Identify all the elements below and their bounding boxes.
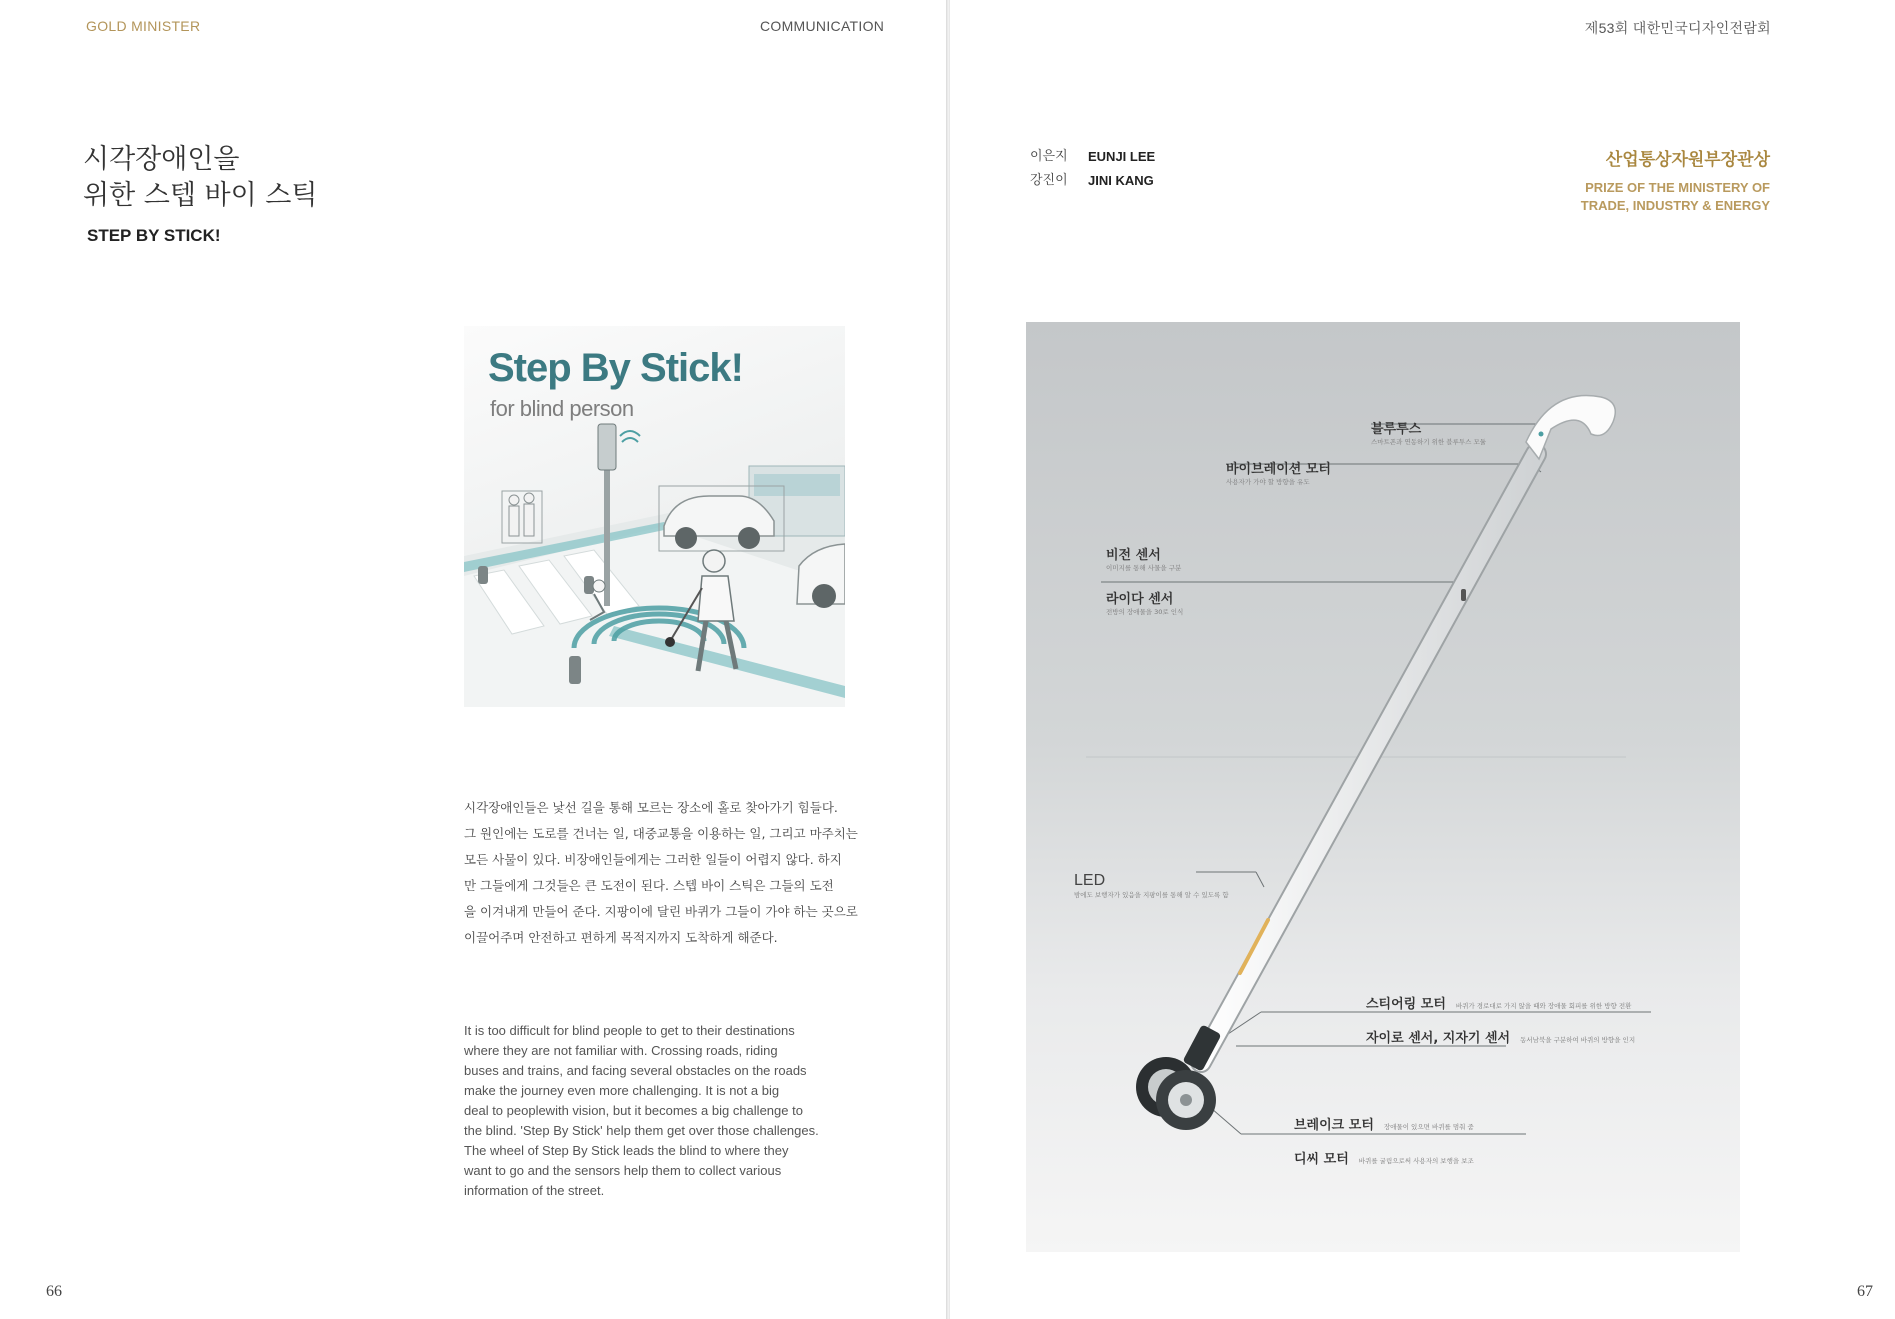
right-page-number: 67 [1857, 1283, 1873, 1300]
product-rendering [1026, 322, 1740, 1252]
prize-title-en-line-2: TRADE, INDUSTRY & ENERGY [1580, 198, 1770, 213]
designer-name-ko: 강진이 [1030, 173, 1068, 188]
callout-vision-name: 비전 센서 [1106, 548, 1161, 563]
credit-row [1030, 145, 1155, 169]
callout-brake-name: 브레이크 모터 [1294, 1118, 1374, 1133]
english-description-line: It is too difficult for blind people to get to their destinations [464, 1023, 795, 1038]
english-description-line: information of the street. [464, 1183, 605, 1198]
korean-description [464, 795, 884, 951]
callout-brake-desc: 장애물이 있으면 바퀴를 멈춰 줌 [1383, 1123, 1474, 1131]
korean-title [83, 142, 317, 214]
right-page [950, 0, 1895, 1319]
callout-vision-desc: 이미지를 통해 사물을 구분 [1106, 564, 1182, 572]
korean-description-line: 모든 사물이 있다. 비장애인들에게는 그러한 일들이 어렵지 않다. 하지 [464, 852, 842, 867]
callout-bluetooth [1371, 418, 1486, 446]
korean-title-line-1: 시각장애인을 [83, 144, 240, 175]
designer-name-en: EUNJI LEE [1088, 149, 1156, 164]
korean-title-line-2: 위한 스텝 바이 스틱 [83, 180, 318, 211]
callout-steering-motor [1366, 993, 1631, 1012]
left-page-number: 66 [46, 1283, 62, 1300]
callout-vibration-desc: 사용자가 가야 할 방향을 유도 [1226, 478, 1310, 486]
prize-title-ko: 산업통상자원부장관상 [1605, 150, 1770, 170]
poster-subtitle: for blind person [490, 396, 634, 421]
section-header: GOLD MINISTER [86, 18, 201, 34]
designer-credits [1030, 145, 1155, 193]
left-page [0, 0, 946, 1319]
callout-led [1074, 872, 1229, 899]
exhibition-header: 제53회 대한민국디자인전람회 [1584, 20, 1771, 36]
callout-steering-desc: 바퀴가 경로대로 가지 않을 때와 장애물 회피를 위한 방향 전환 [1455, 1002, 1632, 1010]
callout-gyro-sensor [1366, 1027, 1635, 1046]
callout-vision-sensor [1106, 544, 1181, 572]
callout-vibration-name: 바이브레이션 모터 [1226, 462, 1331, 477]
callout-gyro-desc: 동서남북을 구분하여 바퀴의 방향을 인지 [1520, 1036, 1636, 1044]
korean-description-line: 이끌어주며 안전하고 편하게 목적지까지 도착하게 해준다. [464, 930, 778, 945]
korean-description-line: 만 그들에게 그것들은 큰 도전이 된다. 스텝 바이 스틱은 그들의 도전 [464, 878, 834, 893]
callout-dc-desc: 바퀴를 굴림으로써 사용자의 보행을 보조 [1358, 1157, 1474, 1165]
callout-brake-motor [1294, 1114, 1474, 1133]
callout-gyro-name: 자이로 센서, 지자기 센서 [1366, 1031, 1511, 1046]
english-description-line: where they are not familiar with. Crossing roads, riding [464, 1043, 778, 1058]
designer-name-en: JINI KANG [1088, 173, 1154, 188]
credit-row [1030, 169, 1155, 193]
korean-description-line: 을 이겨내게 만들어 준다. 지팡이에 달린 바퀴가 그들이 가야 하는 곳으로 [464, 904, 858, 919]
category-header: COMMUNICATION [760, 18, 885, 34]
callout-dc-name: 디씨 모터 [1294, 1152, 1349, 1167]
callout-dc-motor [1294, 1148, 1474, 1167]
callout-led-desc: 밤에도 보행자가 있음을 지팡이를 통해 알 수 있도록 함 [1074, 891, 1229, 899]
english-description-line: want to go and the sensors help them to collect various [464, 1163, 782, 1178]
callout-lidar-sensor [1106, 588, 1183, 616]
english-description-line: the blind. 'Step By Stick' help them get over those challenges. [464, 1123, 819, 1138]
designer-name-ko: 이은지 [1030, 149, 1068, 164]
english-description-line: deal to peoplewith vision, but it becomes a big challenge to [464, 1103, 803, 1118]
prize-title-en-line-1: PRIZE OF THE MINISTERY OF [1585, 180, 1770, 195]
prize-title-en [1581, 179, 1770, 215]
concept-poster [464, 326, 845, 707]
smart-cane-illustration [1026, 322, 1740, 1252]
callout-lidar-desc: 전방의 장애물을 30로 인식 [1106, 608, 1184, 616]
callout-bluetooth-desc: 스마트폰과 연동하기 위한 블루투스 모듈 [1371, 438, 1487, 446]
callout-lidar-name: 라이다 센서 [1106, 592, 1174, 607]
korean-description-line: 그 원인에는 도로를 건너는 일, 대중교통을 이용하는 일, 그리고 마주치는 [464, 826, 858, 841]
english-description-line: The wheel of Step By Stick leads the blind to where they [464, 1143, 789, 1158]
callout-vibration-motor [1226, 458, 1331, 486]
poster-title: Step By Stick! [488, 346, 743, 390]
english-title: STEP BY STICK! [87, 226, 221, 245]
callout-led-name: LED [1074, 872, 1106, 889]
english-description [464, 1021, 874, 1201]
english-description-line: buses and trains, and facing several obstacles on the roads [464, 1063, 807, 1078]
korean-description-line: 시각장애인들은 낯선 길을 통해 모르는 장소에 홀로 찾아가기 힘들다. [464, 800, 838, 815]
english-description-line: make the journey even more challenging. It is not a big [464, 1083, 780, 1098]
callout-steering-name: 스티어링 모터 [1366, 997, 1446, 1012]
callout-bluetooth-name: 블루투스 [1371, 422, 1422, 437]
